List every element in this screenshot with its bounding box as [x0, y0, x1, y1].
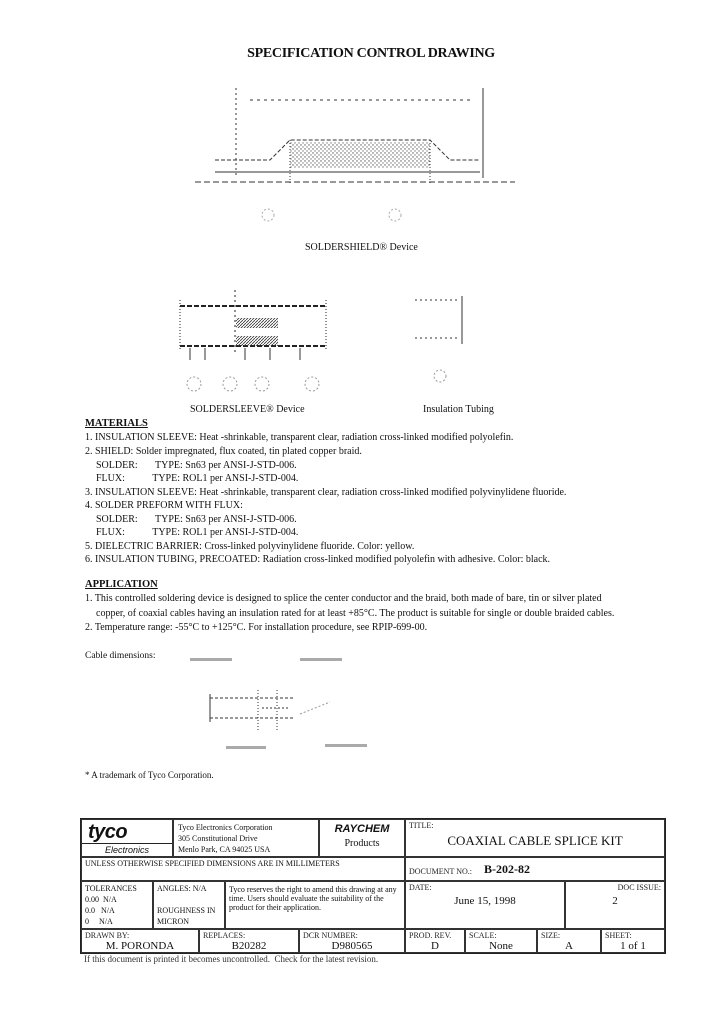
date-label: DATE: [409, 883, 432, 892]
application-line: copper, of coaxial cables having an insulation rated for at least +85°C. The product is suitable for single or double braided cables. [96, 608, 615, 619]
prod-rev-value: D [431, 940, 439, 952]
scale-label: SCALE: [469, 931, 497, 940]
units-note: UNLESS OTHERWISE SPECIFIED DIMENSIONS ARE IN MILLIMETERS [85, 859, 340, 868]
application-line: 2. Temperature range: -55°C to +125°C. For installation procedure, see RPIP-699-00. [85, 622, 428, 633]
prod-rev-cell [405, 929, 465, 953]
title-block [80, 818, 666, 954]
size-value: A [565, 940, 573, 952]
soldersleeve-caption: SOLDERSLEEVE® Device [190, 404, 305, 415]
materials-heading: MATERIALS [85, 418, 148, 429]
materials-line: 5. DIELECTRIC BARRIER: Cross-linked polyvinylidene fluoride. Color: yellow. [85, 541, 415, 552]
materials-line: SOLDER: TYPE: Sn63 per ANSI-J-STD-006. [96, 514, 297, 525]
sheet-label: SHEET: [605, 931, 632, 940]
document-label: DOCUMENT NO.: [409, 867, 472, 876]
scale-value: None [489, 940, 513, 952]
replaces-cell [199, 929, 299, 953]
company-line: Tyco Electronics Corporation [178, 823, 273, 832]
company-line: Menlo Park, CA 94025 USA [178, 845, 271, 854]
dcr-cell [299, 929, 405, 953]
insulation-caption: Insulation Tubing [423, 404, 494, 415]
title-cell [405, 819, 665, 857]
dcr-value: D980565 [331, 940, 373, 952]
doc-issue-cell [565, 881, 665, 929]
size-cell [537, 929, 601, 953]
materials-line: 1. INSULATION SLEEVE: Heat -shrinkable, transparent clear, radiation cross-linked modified polyolefin. [85, 432, 514, 443]
sheet-cell [601, 929, 665, 953]
date-cell [405, 881, 565, 929]
tyco-logo: tyco [88, 821, 128, 843]
materials-line: 4. SOLDER PREFORM WITH FLUX: [85, 500, 243, 511]
cable-dimension-drawing [0, 650, 720, 760]
tolerance-line: 0 N/A [85, 917, 113, 926]
document-cell [405, 857, 665, 881]
angles-cell [153, 881, 225, 929]
doc-issue-label: DOC ISSUE: [617, 883, 661, 892]
replaces-value: B20282 [231, 940, 267, 952]
replaces-label: REPLACES: [203, 931, 246, 940]
materials-line: 6. INSULATION TUBING, PRECOATED: Radiation cross-linked modified polyolefin with adhesive. Color: black. [85, 554, 551, 565]
materials-line: SOLDER: TYPE: Sn63 per ANSI-J-STD-006. [96, 460, 297, 471]
size-label: SIZE: [541, 931, 561, 940]
soldershield-drawing [0, 0, 720, 260]
materials-line: FLUX: TYPE: ROL1 per ANSI-J-STD-004. [96, 527, 299, 538]
soldershield-caption: SOLDERSHIELD® Device [305, 242, 418, 253]
prod-rev-label: PROD. REV. [409, 931, 452, 940]
tyco-logo-sub: Electronics [82, 843, 172, 856]
document-value: B-202-82 [484, 862, 530, 876]
title-value: COAXIAL CABLE SPLICE KIT [447, 833, 623, 848]
dcr-label: DCR NUMBER: [303, 931, 358, 940]
tolerances-label: TOLERANCES [85, 884, 137, 893]
soldersleeve-drawing [0, 260, 720, 400]
raychem-brand: RAYCHEM [334, 823, 390, 835]
raychem-products: Products [344, 838, 380, 849]
drawn-by-label: DRAWN BY: [85, 931, 130, 940]
materials-line: 2. SHIELD: Solder impregnated, flux coated, tin plated copper braid. [85, 446, 362, 457]
units-note-cell [81, 857, 405, 881]
roughness-line: ROUGHNESS IN [157, 906, 216, 915]
company-line: 305 Constitutional Drive [178, 834, 258, 843]
rights-note: Tyco reserves the right to amend this drawing at any time. Users should evaluate the suitability of the product for their application. [229, 885, 397, 912]
sheet-value: 1 of 1 [620, 940, 646, 952]
materials-line: 3. INSULATION SLEEVE: Heat -shrinkable, transparent clear, radiation cross-linked modified polyvinylidene fluoride. [85, 487, 567, 498]
materials-line: FLUX: TYPE: ROL1 per ANSI-J-STD-004. [96, 473, 299, 484]
application-heading: APPLICATION [85, 579, 158, 590]
brand-cell [319, 819, 405, 857]
scale-cell [465, 929, 537, 953]
doc-issue-value: 2 [612, 895, 618, 907]
cable-dimensions-label: Cable dimensions: [85, 651, 156, 661]
page-title: SPECIFICATION CONTROL DRAWING [247, 46, 495, 61]
footer-note: If this document is printed it becomes uncontrolled. Check for the latest revision. [84, 954, 379, 964]
drawn-by-value: M. PORONDA [105, 940, 175, 952]
title-label: TITLE: [409, 821, 434, 830]
drawn-by-cell [81, 929, 199, 953]
logo-cell [81, 819, 173, 857]
tolerances-cell [81, 881, 153, 929]
application-line: 1. This controlled soldering device is designed to splice the center conductor and the braid, both made of bare, tin or silver plated [85, 593, 602, 604]
date-value: June 15, 1998 [454, 895, 516, 907]
company-address [173, 819, 319, 857]
rights-cell [225, 881, 405, 929]
roughness-line: MICRON [157, 917, 190, 926]
trademark-note: * A trademark of Tyco Corporation. [85, 770, 214, 780]
tolerance-line: 0.0 N/A [85, 906, 115, 915]
angles-label: ANGLES: N/A [157, 884, 207, 893]
tolerance-line: 0.00 N/A [85, 895, 117, 904]
